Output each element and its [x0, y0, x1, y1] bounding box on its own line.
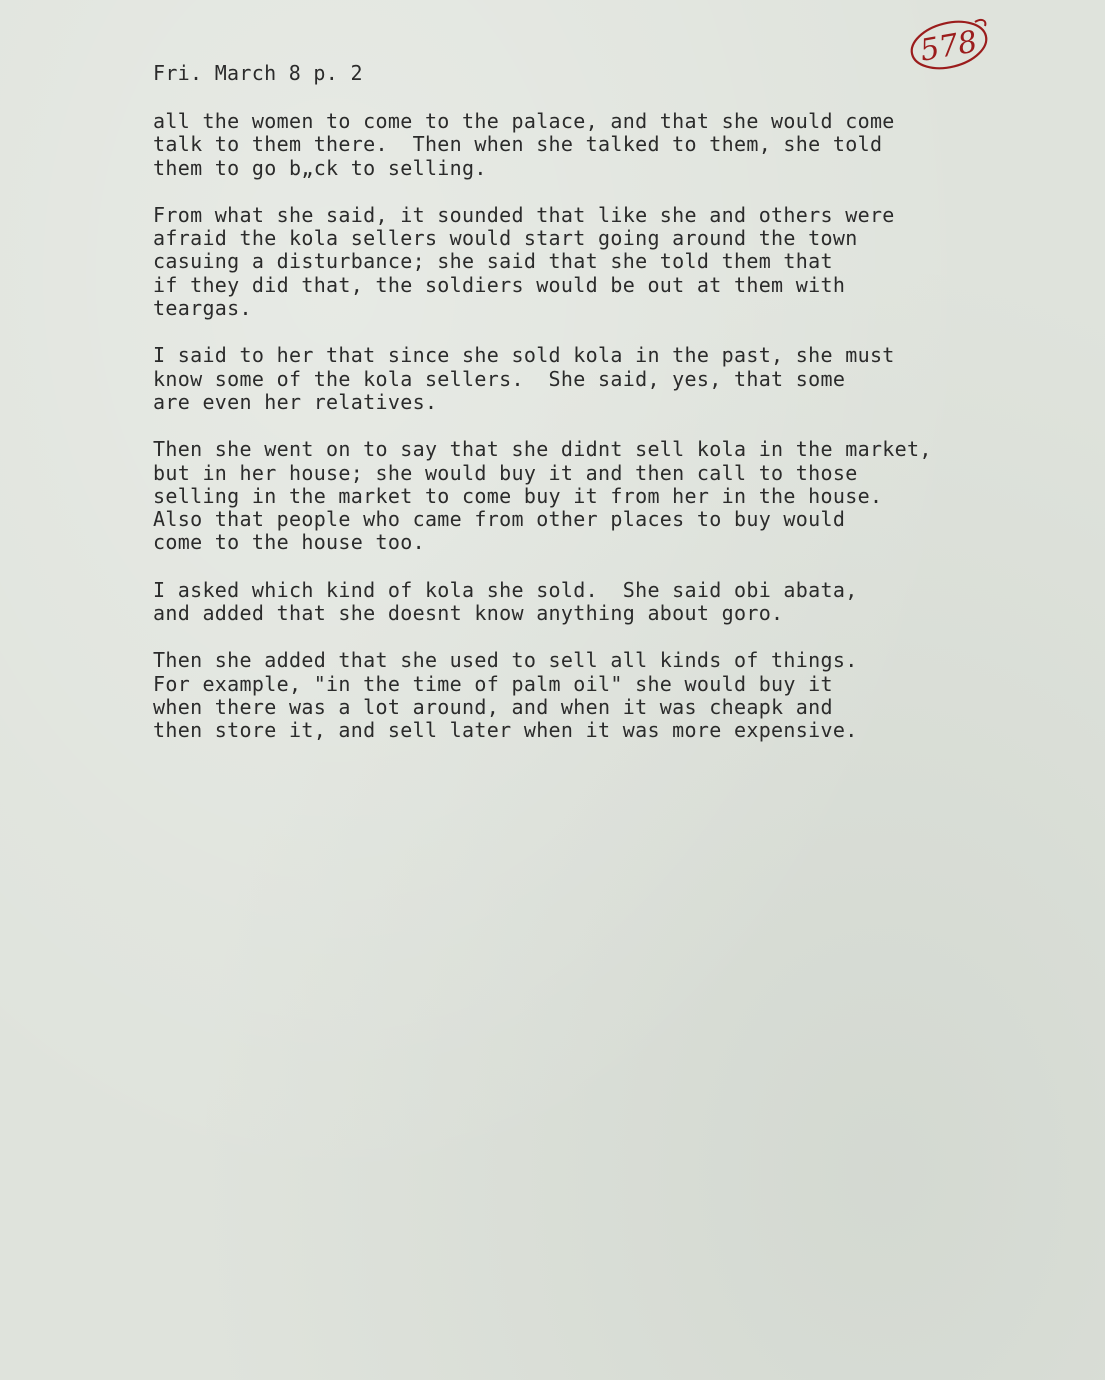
text-line: casuing a disturbance; she said that she told them that [153, 249, 833, 274]
paragraph [153, 438, 1053, 554]
text-line: teargas. [153, 296, 252, 321]
text-line: know some of the kola sellers. She said, yes, that some [153, 366, 846, 391]
text-line: For example, "in the time of palm oil" she would buy it [153, 671, 833, 696]
text-line: I asked which kind of kola she sold. She said obi abata, [153, 577, 858, 602]
body-text [153, 110, 1053, 767]
text-line: Then she went on to say that she didnt sell kola in the market, [153, 437, 932, 462]
handwritten-page-number [905, 12, 995, 77]
paragraph [153, 649, 1053, 742]
text-line: when there was a lot around, and when it was cheapk and [153, 694, 833, 719]
text-line: then store it, and sell later when it was more expensive. [153, 718, 858, 743]
text-line: all the women to come to the palace, and that she would come [153, 109, 895, 133]
paragraph [153, 579, 1053, 626]
text-line: selling in the market to come buy it from her in the house. [153, 483, 883, 508]
text-line: if they did that, the soldiers would be out at them with [153, 272, 846, 297]
text-line: are even her relatives. [153, 389, 438, 414]
text-line: but in her house; she would buy it and then call to those [153, 460, 858, 485]
paragraph [153, 204, 1053, 320]
text-line: come to the house too. [153, 530, 425, 555]
text-line: talk to them there. Then when she talked to them, she told [153, 132, 883, 157]
text-line: and added that she doesnt know anything about goro. [153, 601, 784, 626]
text-line: afraid the kola sellers would start going around the town [153, 226, 858, 251]
paragraph [153, 110, 1053, 180]
text-line: From what she said, it sounded that like she and others were [153, 202, 895, 227]
text-line: them to go b„ck to selling. [153, 155, 487, 180]
svg-text:578: 578 [917, 24, 980, 69]
paragraph [153, 344, 1053, 414]
text-line: Then she added that she used to sell all kinds of things. [153, 648, 858, 673]
text-line: Also that people who came from other places to buy would [153, 507, 846, 532]
page-header: Fri. March 8 p. 2 [153, 61, 363, 85]
text-line: I said to her that since she sold kola in the past, she must [153, 343, 895, 368]
